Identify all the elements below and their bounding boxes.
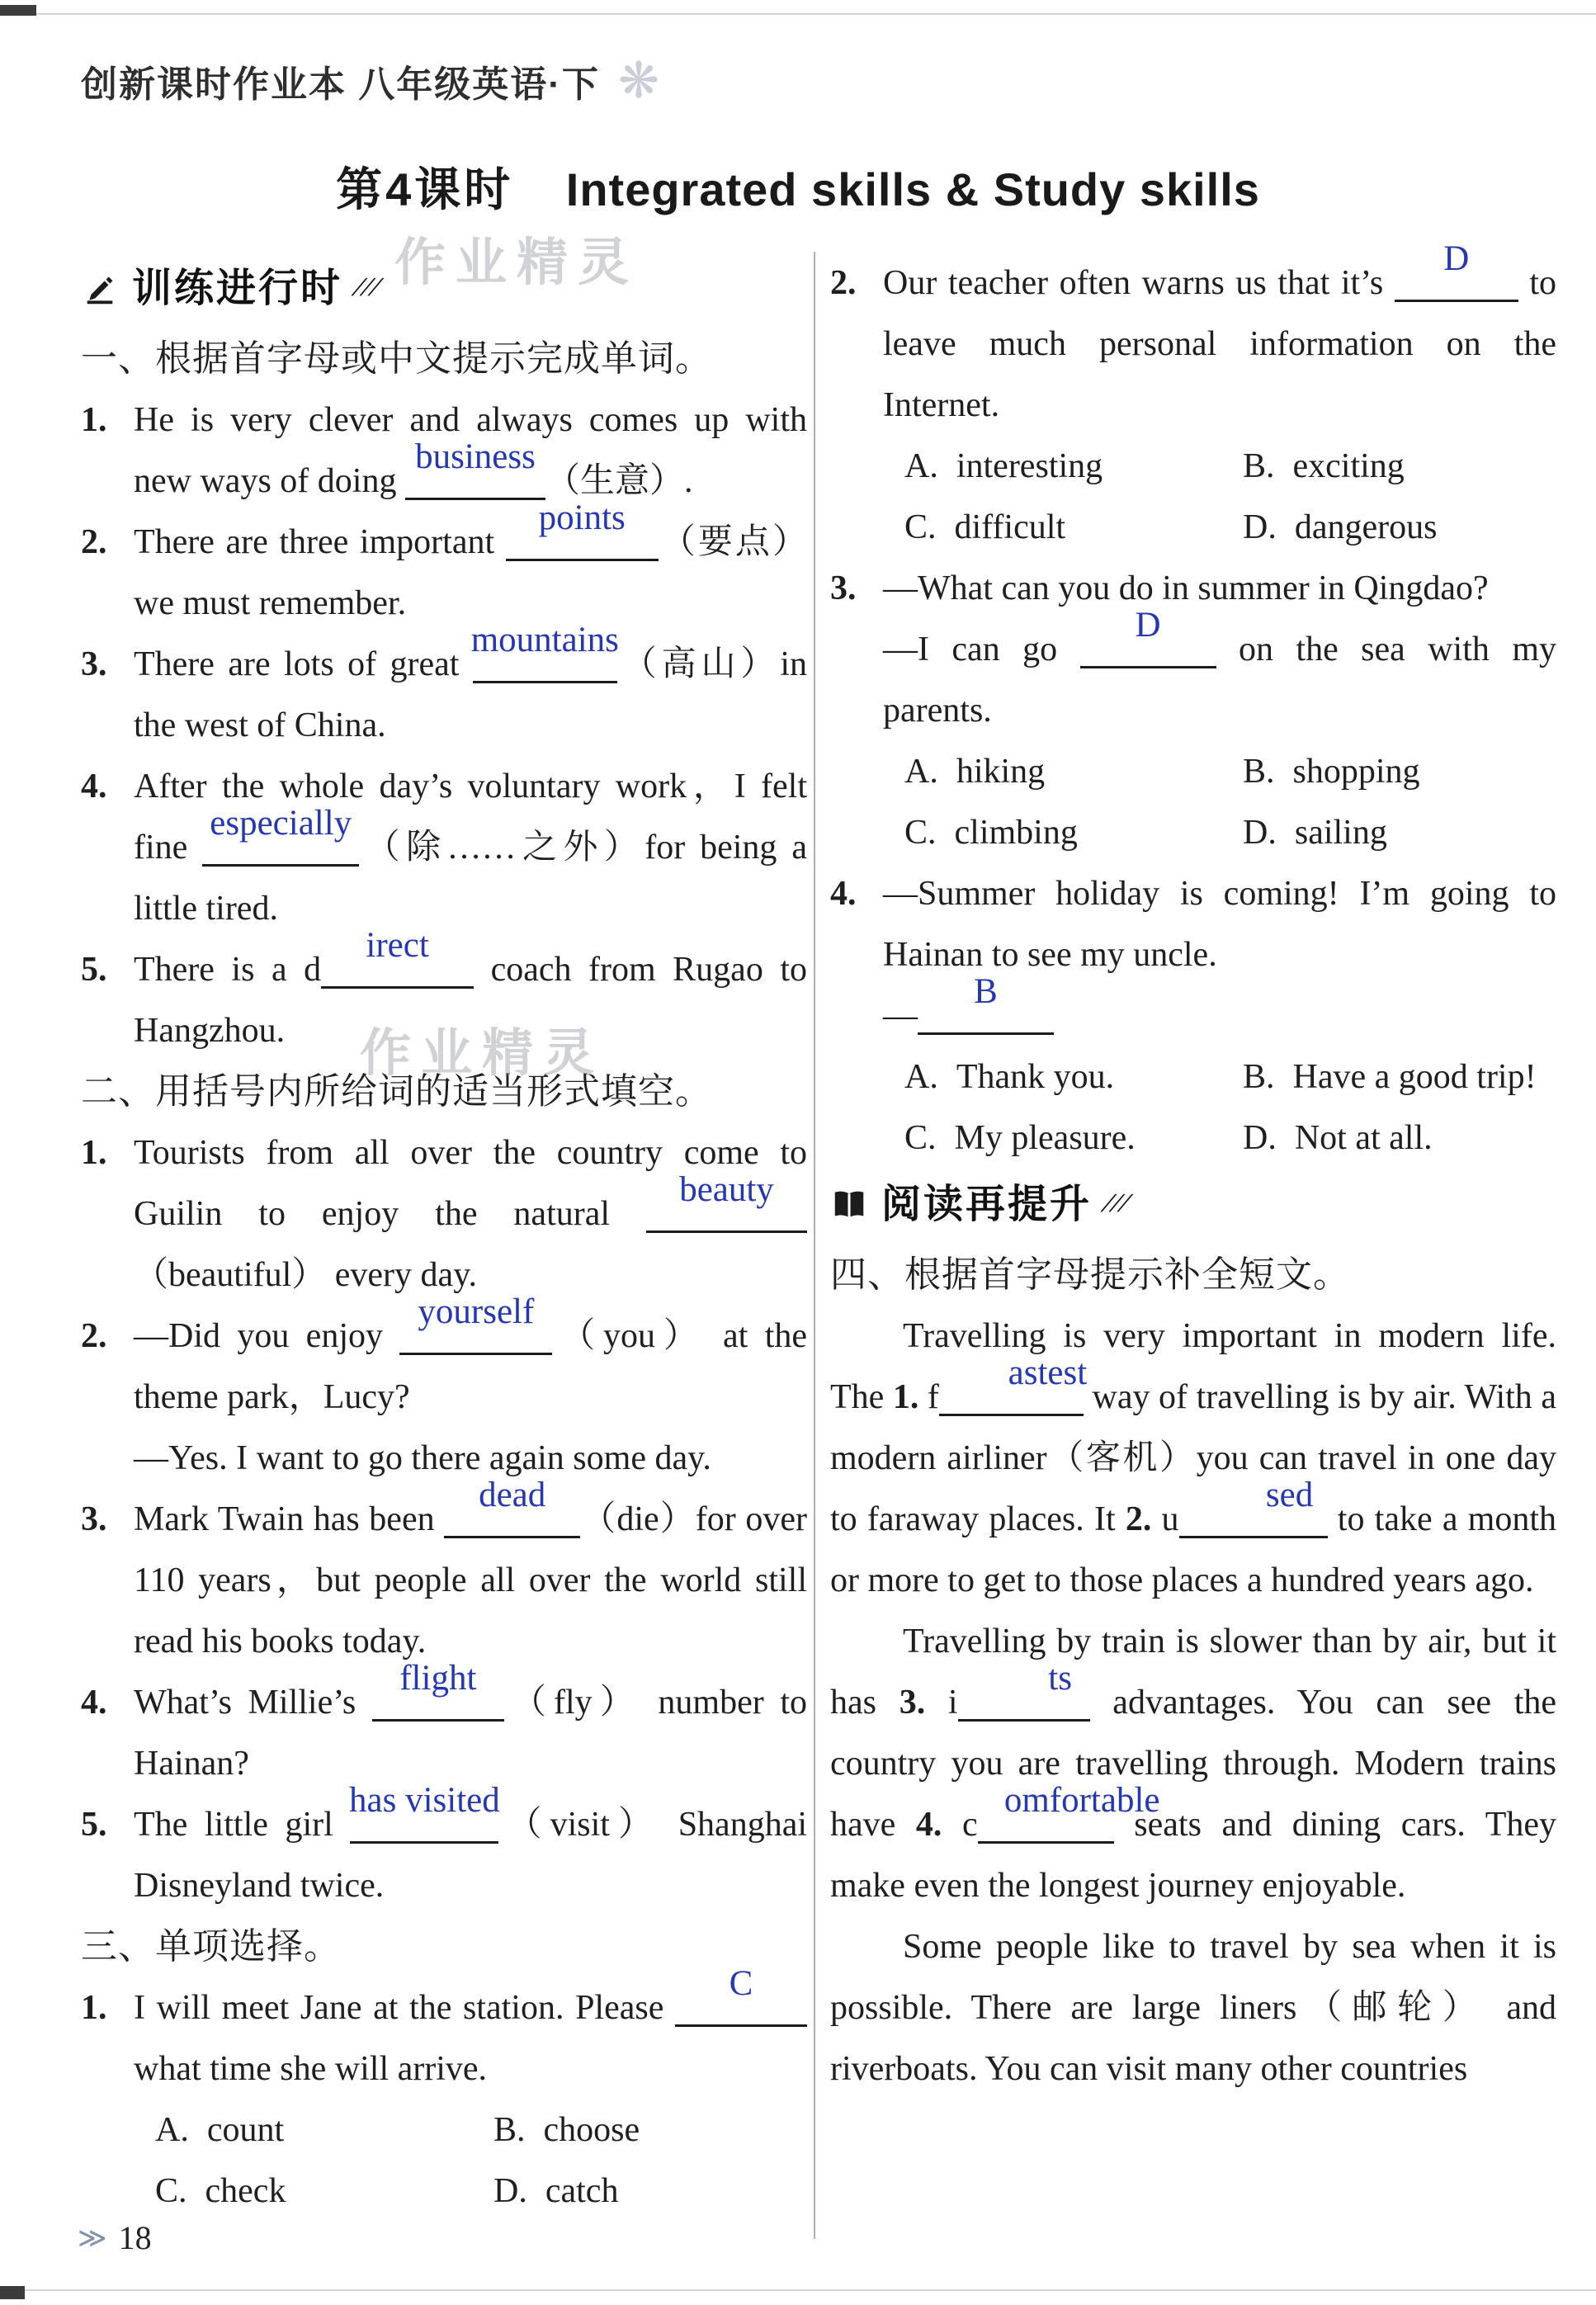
item-text (134, 926, 807, 1061)
text-run: （beautiful） every day. (134, 1256, 477, 1294)
passage-paragraph (830, 1916, 1556, 2100)
text-run: Our teacher often warns us that it’s (883, 264, 1395, 302)
item-text (134, 1292, 808, 1428)
option-label: catch (545, 2172, 619, 2210)
answer-blank (1080, 606, 1216, 668)
option-key: B. (493, 2111, 526, 2149)
text-run: The little girl (134, 1806, 351, 1844)
item-body (883, 863, 1556, 1169)
answer-text: has visited (349, 1781, 500, 1820)
text-run: —What can you do in summer in Qingdao? (883, 569, 1489, 607)
lesson-name: Integrated skills & Study skills (565, 163, 1260, 215)
text-run: I will meet Jane at the station. Please (134, 1989, 675, 2027)
item-body (134, 926, 807, 1061)
answer-blank (978, 1781, 1160, 1844)
option-key: B. (1243, 753, 1275, 791)
choice-option (1243, 436, 1556, 497)
choice-option (1243, 741, 1556, 802)
option-key: C. (155, 2172, 187, 2210)
choice-option (1243, 497, 1556, 558)
item-text (134, 756, 807, 939)
exercise-item (81, 390, 807, 512)
item-text (134, 621, 807, 756)
option-key: A. (904, 1058, 938, 1096)
text-run: （you） at the theme park，Lucy? (134, 1317, 808, 1416)
text-run: what time she will arrive. (134, 2050, 488, 2088)
choice-option (904, 497, 1243, 558)
option-key: A. (904, 753, 938, 791)
section-heading: 一、根据首字母或中文提示完成单词。 (81, 338, 712, 379)
right-column (830, 239, 1557, 2100)
item-body (883, 558, 1556, 863)
book-icon (830, 1186, 868, 1224)
passage-paragraph (830, 1306, 1556, 1611)
options-grid (883, 436, 1556, 558)
item-body (883, 239, 1556, 558)
watermark: 作业精灵 (360, 1025, 605, 1082)
item-text (134, 1476, 807, 1672)
item-body (134, 756, 807, 939)
choice-option (493, 2100, 807, 2161)
text-run: Mark Twain has been (134, 1500, 445, 1538)
answer-text: C (729, 1964, 753, 2003)
text-run: He is very clever and always comes up with new ways of doing (134, 401, 807, 500)
badge-flourish: /// (351, 272, 385, 301)
item-number: 3. (830, 569, 857, 607)
choice-option (1243, 1108, 1556, 1169)
inline-number: 1. (892, 1378, 919, 1416)
option-key: C. (904, 1119, 937, 1157)
option-label: sailing (1294, 814, 1387, 852)
item-number: 4. (81, 1684, 107, 1722)
exercise-item (830, 239, 1556, 558)
item-body (134, 621, 807, 756)
item-text (883, 972, 1556, 1046)
choice-option (904, 802, 1243, 863)
answer-text: astest (1008, 1353, 1088, 1392)
text-run: There are lots of great (134, 645, 473, 683)
text-run: advantages. You can see the country you are travelling through. Modern trains have (830, 1684, 1557, 1844)
text-run: —Yes. I want to go there again some day. (134, 1439, 711, 1477)
item-number: 1. (81, 1134, 107, 1172)
answer-blank (444, 1476, 580, 1538)
answer-text: B (974, 972, 998, 1011)
text-run: c (942, 1806, 978, 1844)
answer-text: points (538, 498, 626, 537)
choice-option (493, 2161, 807, 2222)
exercise-item (81, 621, 807, 756)
choice-option (155, 2100, 493, 2161)
answer-blank (349, 1781, 500, 1844)
option-key: A. (155, 2111, 189, 2149)
answer-blank (1395, 239, 1518, 302)
answer-blank (958, 1659, 1090, 1722)
answer-text: yourself (418, 1292, 535, 1331)
answer-blank (1179, 1476, 1328, 1538)
answer-blank (470, 621, 619, 683)
option-label: check (205, 2172, 286, 2210)
left-column (81, 253, 807, 2222)
answer-text: mountains (470, 621, 619, 659)
text-run: After the whole day’s voluntary work，I felt fine (134, 768, 807, 867)
option-key: B. (1243, 1058, 1275, 1096)
option-key: A. (904, 447, 938, 485)
item-number: 1. (81, 1989, 107, 2027)
choice-option (904, 1108, 1243, 1169)
answer-text: dead (479, 1476, 546, 1514)
item-text (134, 1122, 807, 1306)
text-run: （高山）in the west of China. (134, 645, 807, 744)
exercise-item (830, 863, 1556, 1169)
item-body (134, 1122, 807, 1306)
text-run: （die）for over 110 years，but people all over the world still read his books today. (134, 1500, 807, 1660)
choice-option (904, 436, 1243, 497)
text-run: to leave much personal information on the Internet. (883, 264, 1556, 424)
text-run: seats and dining cars. They make even the longest journey enjoyable. (830, 1806, 1556, 1905)
option-label: difficult (954, 508, 1066, 546)
answer-blank (405, 437, 545, 500)
item-text (883, 606, 1556, 741)
choice-option (1243, 802, 1556, 863)
answer-blank (321, 926, 474, 989)
item-body (134, 1292, 808, 1489)
option-key: C. (904, 508, 937, 546)
answer-blank (939, 1353, 1088, 1416)
option-label: Not at all. (1294, 1119, 1433, 1157)
text-run: （生意）. (545, 462, 693, 500)
option-label: dangerous (1294, 508, 1438, 546)
exercise-item (81, 1122, 807, 1306)
answer-blank (372, 1659, 504, 1722)
item-number: 2. (81, 1317, 107, 1355)
badge-label: 阅读再提升 (881, 1183, 1093, 1226)
answer-blank (506, 498, 659, 561)
answer-text: omfortable (1003, 1781, 1160, 1820)
text-run: to take a month or more to get to those places a hundred years ago. (830, 1500, 1557, 1599)
answer-text: sed (1265, 1476, 1314, 1514)
book-title: 创新课时作业本 八年级英语·下 (81, 64, 600, 105)
item-number: 4. (830, 875, 857, 913)
answer-text: irect (366, 926, 429, 965)
text-run: There are three important (134, 523, 506, 561)
item-body (134, 1476, 807, 1672)
option-label: My pleasure. (954, 1119, 1136, 1157)
item-body (134, 1781, 808, 1916)
training-badge (81, 254, 807, 324)
text-run: u (1151, 1500, 1179, 1538)
text-run: —I can go (883, 631, 1080, 668)
double-chevron-icon: ≫ (78, 2222, 107, 2254)
item-number: 2. (81, 523, 107, 561)
answer-text: D (1135, 606, 1161, 645)
option-label: Thank you. (956, 1058, 1115, 1096)
badge-label: 训练进行时 (132, 267, 343, 310)
page-bottom-edge (0, 2289, 1596, 2291)
text-run: Travelling by train is slower than by air, but it has (830, 1622, 1556, 1722)
text-run: What’s Millie’s (134, 1684, 372, 1722)
section-heading: 二、用括号内所给词的适当形式填空。 (81, 1071, 712, 1112)
scan-corner-mark (0, 5, 36, 16)
page-footer (78, 2218, 152, 2257)
option-label: climbing (954, 814, 1078, 852)
reading-badge (830, 1170, 1556, 1240)
text-run: Travelling is very important in modern life. The (830, 1317, 1556, 1416)
option-label: choose (543, 2111, 640, 2149)
exercise-item (830, 558, 1556, 863)
item-number: 1. (81, 401, 107, 439)
answer-text: flight (399, 1659, 477, 1698)
inline-number: 4. (915, 1806, 942, 1844)
section-heading: 三、单项选择。 (81, 1926, 341, 1967)
option-label: exciting (1292, 447, 1405, 485)
text-run: Some people like to travel by sea when it is possible. There are large liners（邮轮） and riverboats. You can visit many other countries (830, 1928, 1556, 2088)
inline-number: 2. (1125, 1500, 1152, 1538)
exercise-item (81, 1292, 808, 1489)
item-body (134, 390, 807, 512)
choice-option (904, 741, 1243, 802)
column-divider (814, 252, 815, 2239)
option-label: hiking (956, 753, 1046, 791)
answer-text: business (415, 437, 536, 476)
text-run: — (883, 997, 918, 1035)
inline-number: 3. (899, 1684, 926, 1722)
option-label: count (206, 2111, 285, 2149)
answer-text: D (1443, 239, 1470, 278)
option-key: D. (493, 2172, 527, 2210)
text-run: way of travelling is by air. With a modern airliner（客机）you can travel in one day to faraway places. It (830, 1378, 1556, 1538)
answer-blank (646, 1170, 807, 1233)
answer-blank (918, 972, 1054, 1035)
text-run: （要点） we must remember. (134, 523, 807, 622)
item-body (134, 1964, 807, 2222)
text-run: coach from Rugao to Hangzhou. (134, 951, 807, 1050)
item-text (134, 1964, 807, 2100)
option-key: D. (1243, 814, 1277, 852)
exercise-item (81, 926, 807, 1061)
exercise-item (81, 756, 807, 939)
exercise-item (81, 498, 807, 634)
exercise-item (81, 1476, 807, 1672)
option-key: B. (1243, 447, 1275, 485)
item-number: 5. (81, 951, 107, 989)
answer-blank (399, 1292, 552, 1355)
section-heading: 四、根据首字母提示补全短文。 (830, 1254, 1350, 1295)
options-grid (134, 2100, 807, 2222)
pen-icon (81, 270, 119, 308)
lesson-title (0, 154, 1596, 220)
option-key: C. (904, 814, 937, 852)
text-run: （fly） number to Hainan? (134, 1684, 807, 1783)
badge-flourish: /// (1100, 1188, 1135, 1217)
item-text (134, 1781, 808, 1916)
item-number: 5. (81, 1806, 107, 1844)
exercise-item (81, 1964, 807, 2222)
book-header (81, 54, 659, 107)
answer-text: beauty (679, 1170, 774, 1209)
item-number: 3. (81, 645, 107, 683)
answer-text: ts (1048, 1659, 1072, 1698)
page-number: 18 (118, 2219, 152, 2256)
text-run: Tourists from all over the country come to Guilin to enjoy the natural (134, 1134, 807, 1233)
choice-option (1243, 1046, 1556, 1108)
option-label: interesting (956, 447, 1103, 485)
text-run: There is a d (134, 951, 322, 989)
watermark: 作业精灵 (394, 234, 640, 291)
answer-text: especially (210, 804, 352, 843)
snowflake-icon: ❋ (617, 54, 660, 108)
passage-paragraph (830, 1611, 1556, 1916)
choice-option (904, 1046, 1243, 1108)
text-run: i (925, 1684, 958, 1722)
text-run: —Did you enjoy (134, 1317, 400, 1355)
options-grid (883, 1046, 1556, 1169)
option-key: D. (1243, 1119, 1277, 1157)
item-text (883, 558, 1556, 619)
item-text (134, 390, 807, 512)
answer-blank (675, 1964, 807, 2027)
option-label: Have a good trip! (1292, 1058, 1537, 1096)
item-number: 4. (81, 768, 107, 805)
text-run: f (918, 1378, 939, 1416)
item-text (134, 1428, 807, 1489)
item-number: 3. (81, 1500, 107, 1538)
text-run: on the sea with my parents. (883, 631, 1556, 730)
option-label: shopping (1292, 753, 1420, 791)
choice-option (155, 2161, 493, 2222)
options-grid (883, 741, 1556, 863)
text-run: （visit） Shanghai Disneyland twice. (134, 1806, 808, 1905)
option-key: D. (1243, 508, 1277, 546)
page-top-edge (0, 13, 1596, 15)
text-run: （除……之外）for being a little tired. (134, 829, 807, 928)
exercise-item (81, 1781, 808, 1916)
scan-corner-mark (0, 2286, 25, 2299)
item-text (883, 239, 1556, 436)
lesson-number: 第4课时 (336, 163, 514, 215)
answer-blank (202, 804, 359, 867)
item-number: 2. (830, 264, 857, 302)
text-run: —Summer holiday is coming! I’m going to Hainan to see my uncle. (883, 875, 1556, 974)
